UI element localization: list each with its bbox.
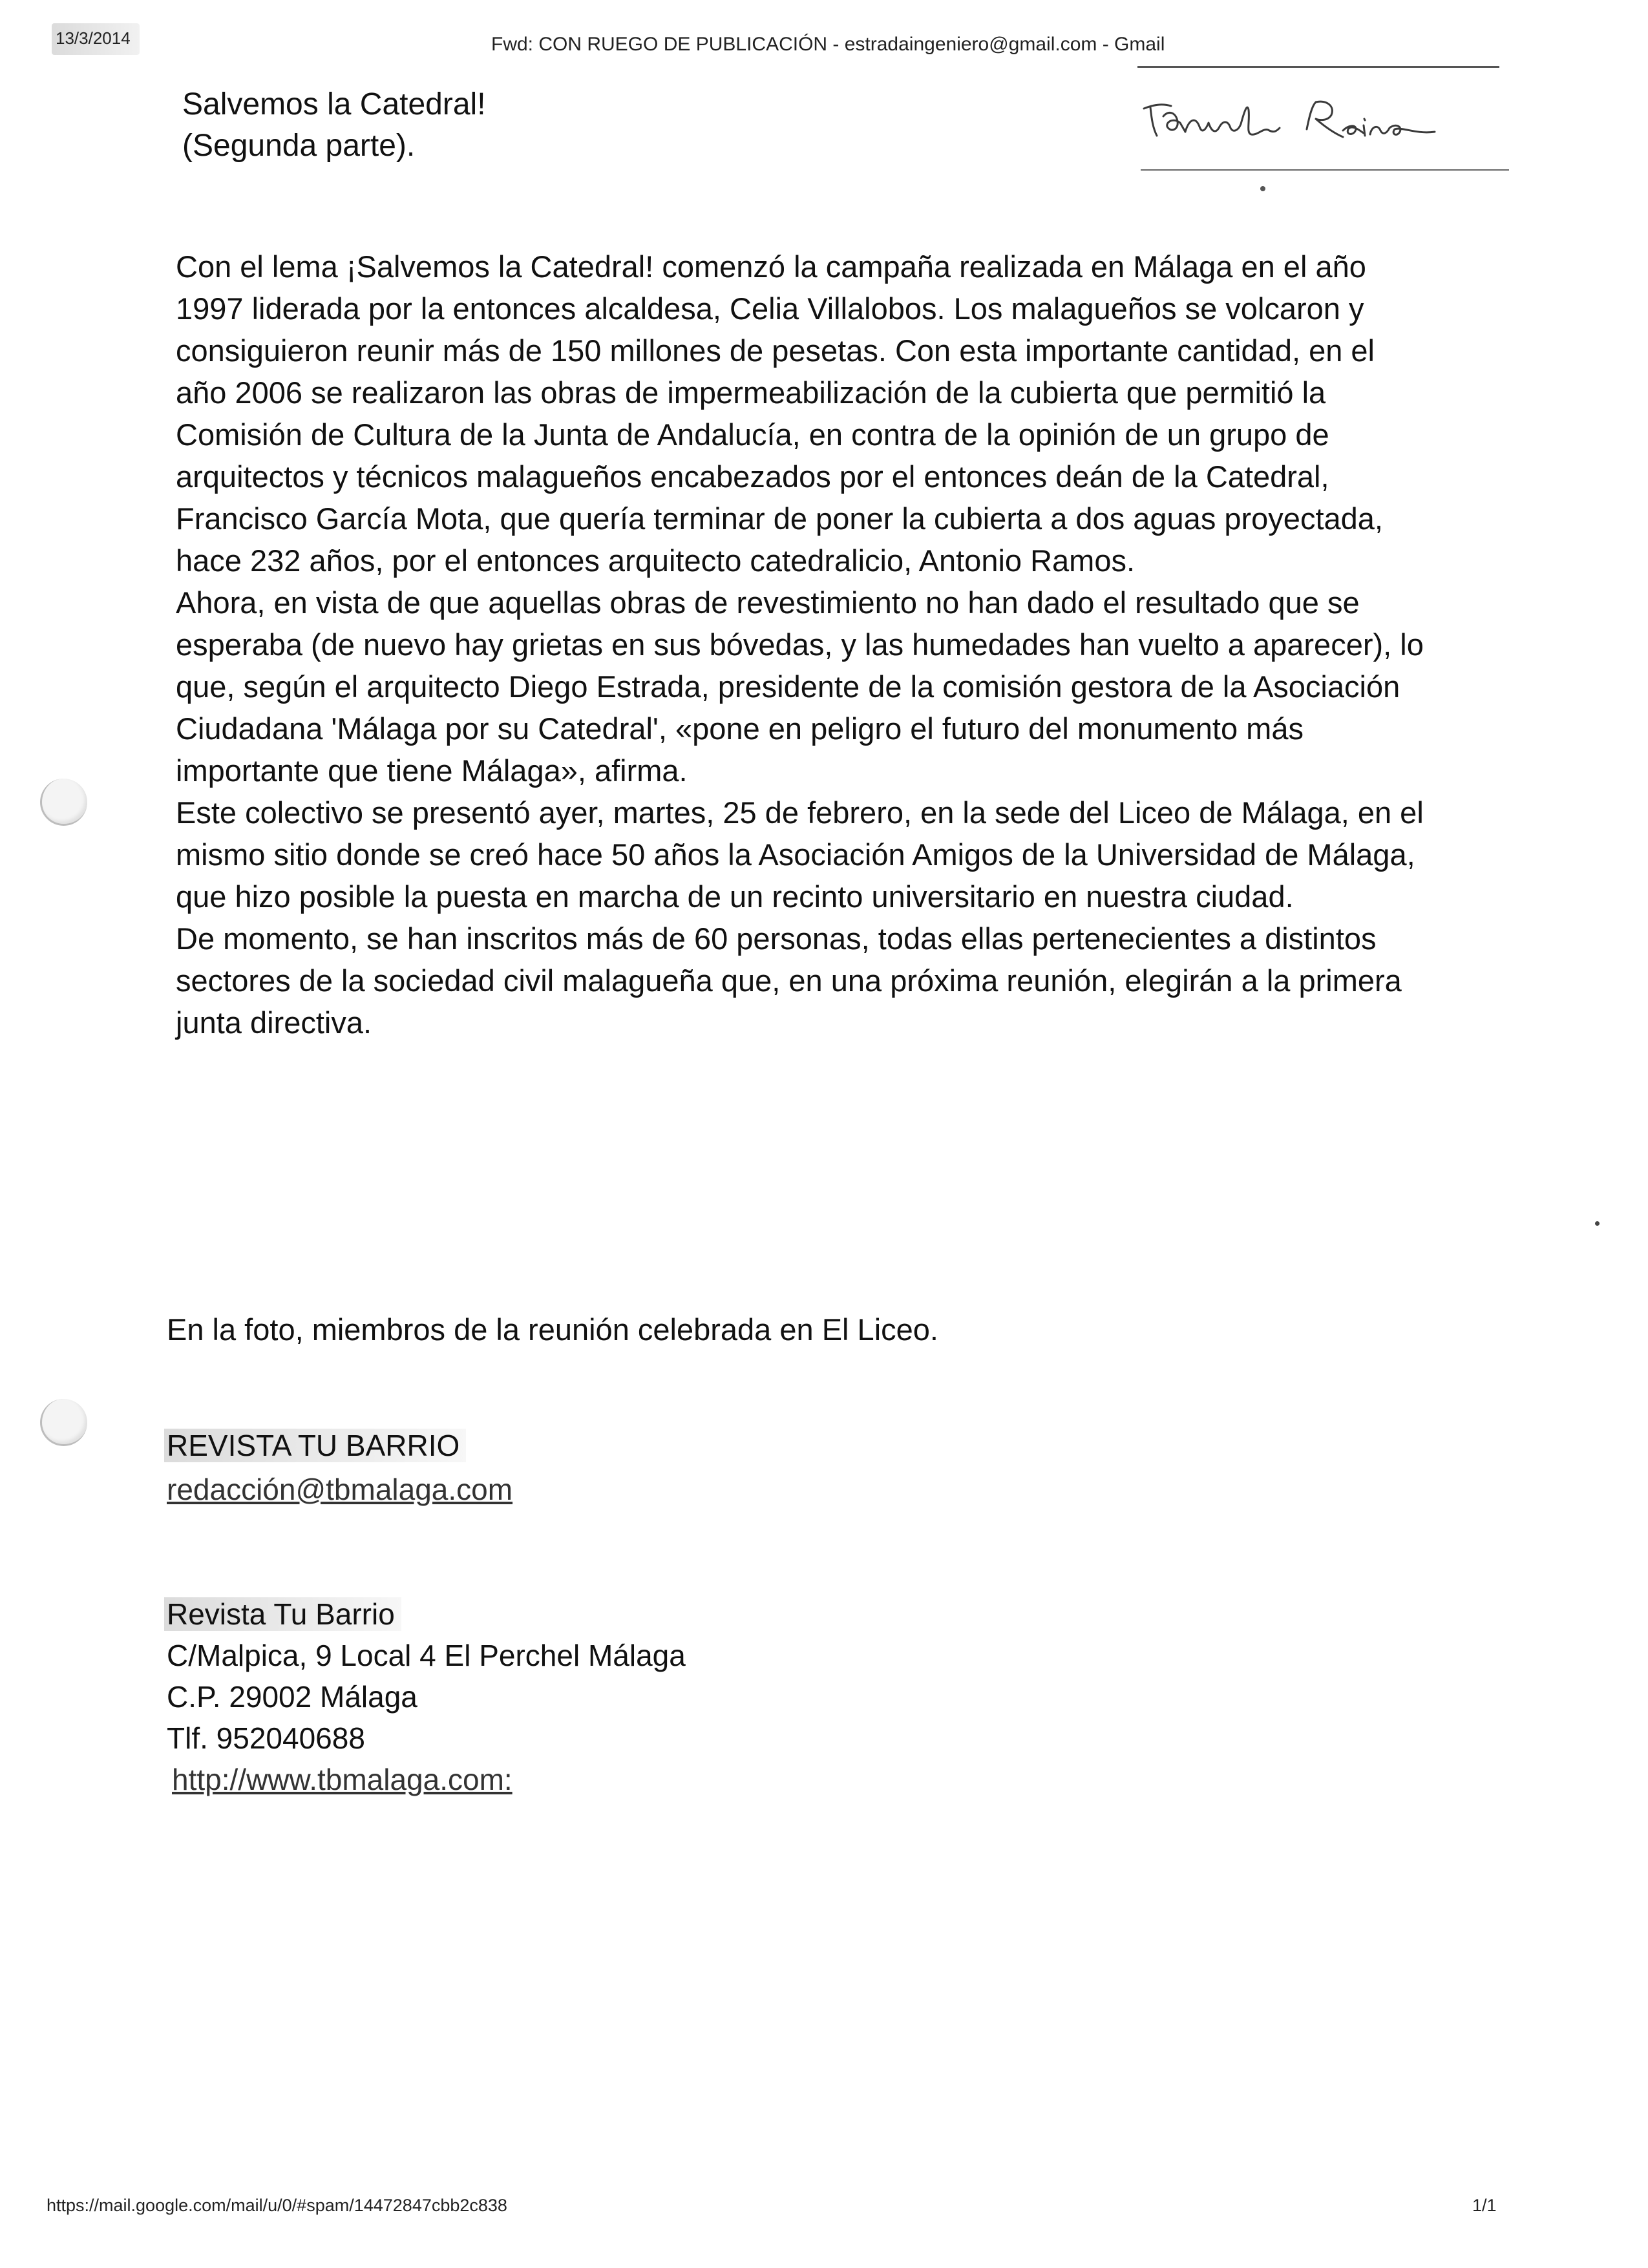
- photo-caption: En la foto, miembros de la reunión celebrada en El Liceo.: [167, 1312, 938, 1347]
- postal-code: C.P. 29002 Málaga: [167, 1680, 417, 1714]
- street-address: C/Malpica, 9 Local 4 El Perchel Málaga: [167, 1639, 686, 1672]
- article-title: [182, 84, 486, 167]
- print-date: 13/3/2014: [52, 23, 140, 55]
- title-line: Salvemos la Catedral!: [182, 87, 486, 121]
- ink-dot: [1260, 186, 1265, 191]
- page-number: 1/1: [1472, 2196, 1497, 2215]
- magazine-name-upper: REVISTA TU BARRIO: [164, 1429, 466, 1462]
- paragraph: Con el lema ¡Salvemos la Catedral! comenzó la campaña realizada en Málaga en el año 1997 liderada por la entonces alcaldesa, Celia Villalobos. Los malagueños se volcaron y consiguieron reunir más de 150 millones de pesetas. Con esta importante cantidad, en el año 2006 se realizaron las obras de impermeabilización de la cubierta que permitió la Comisión de Cultura de la Junta de Andalucía, en contra de la opinión de un grupo de arquitectos y técnicos malagueños encabezados por el entonces deán de la Catedral, Francisco García Mota, que quería terminar de poner la cubierta a dos aguas proyectada, hace 232 años, por el entonces arquitecto catedralicio, Antonio Ramos.: [176, 249, 1383, 578]
- address-block: [167, 1593, 686, 1800]
- header-divider: [1137, 66, 1499, 68]
- phone-number: Tlf. 952040688: [167, 1721, 365, 1755]
- magazine-name: Revista Tu Barrio: [164, 1597, 401, 1631]
- paragraph: Ahora, en vista de que aquellas obras de revestimiento no han dado el resultado que se esperaba (de nuevo hay grietas en sus bóvedas, y las humedades han vuelto a aparecer), lo que, según el arquitecto Diego Estrada, presidente de la comisión gestora de la Asociación Ciudadana 'Málaga por su Catedral', «pone en peligro el futuro del monumento más importante que tiene Málaga», afirma.: [176, 585, 1424, 788]
- magazine-heading: [167, 1428, 466, 1463]
- punch-hole: [40, 1399, 87, 1446]
- signature-divider: [1141, 169, 1509, 171]
- title-subline: (Segunda parte).: [182, 129, 416, 163]
- ink-dot: [1595, 1221, 1600, 1226]
- handwritten-signature: [1137, 90, 1474, 174]
- punch-hole: [40, 779, 87, 826]
- paragraph: Este colectivo se presentó ayer, martes, 25 de febrero, en la sede del Liceo de Málaga, en el mismo sitio donde se creó hace 50 años la Asociación Amigos de la Universidad de Málaga, que hizo posible la puesta en marcha de un recinto universitario en nuestra ciudad.: [176, 795, 1424, 914]
- website-link[interactable]: http://www.tbmalaga.com:: [172, 1763, 512, 1796]
- footer-url: https://mail.google.com/mail/u/0/#spam/14472847cbb2c838: [47, 2196, 507, 2215]
- email-title: Fwd: CON RUEGO DE PUBLICACIÓN - estradaingeniero@gmail.com - Gmail: [491, 34, 1165, 55]
- paragraph: De momento, se han inscritos más de 60 personas, todas ellas pertenecientes a distintos sectores de la sociedad civil malagueña que, en una próxima reunión, elegirán a la primera junta directiva.: [176, 921, 1402, 1040]
- article-body: [176, 246, 1430, 1044]
- contact-email-link[interactable]: redacción@tbmalaga.com: [167, 1473, 513, 1506]
